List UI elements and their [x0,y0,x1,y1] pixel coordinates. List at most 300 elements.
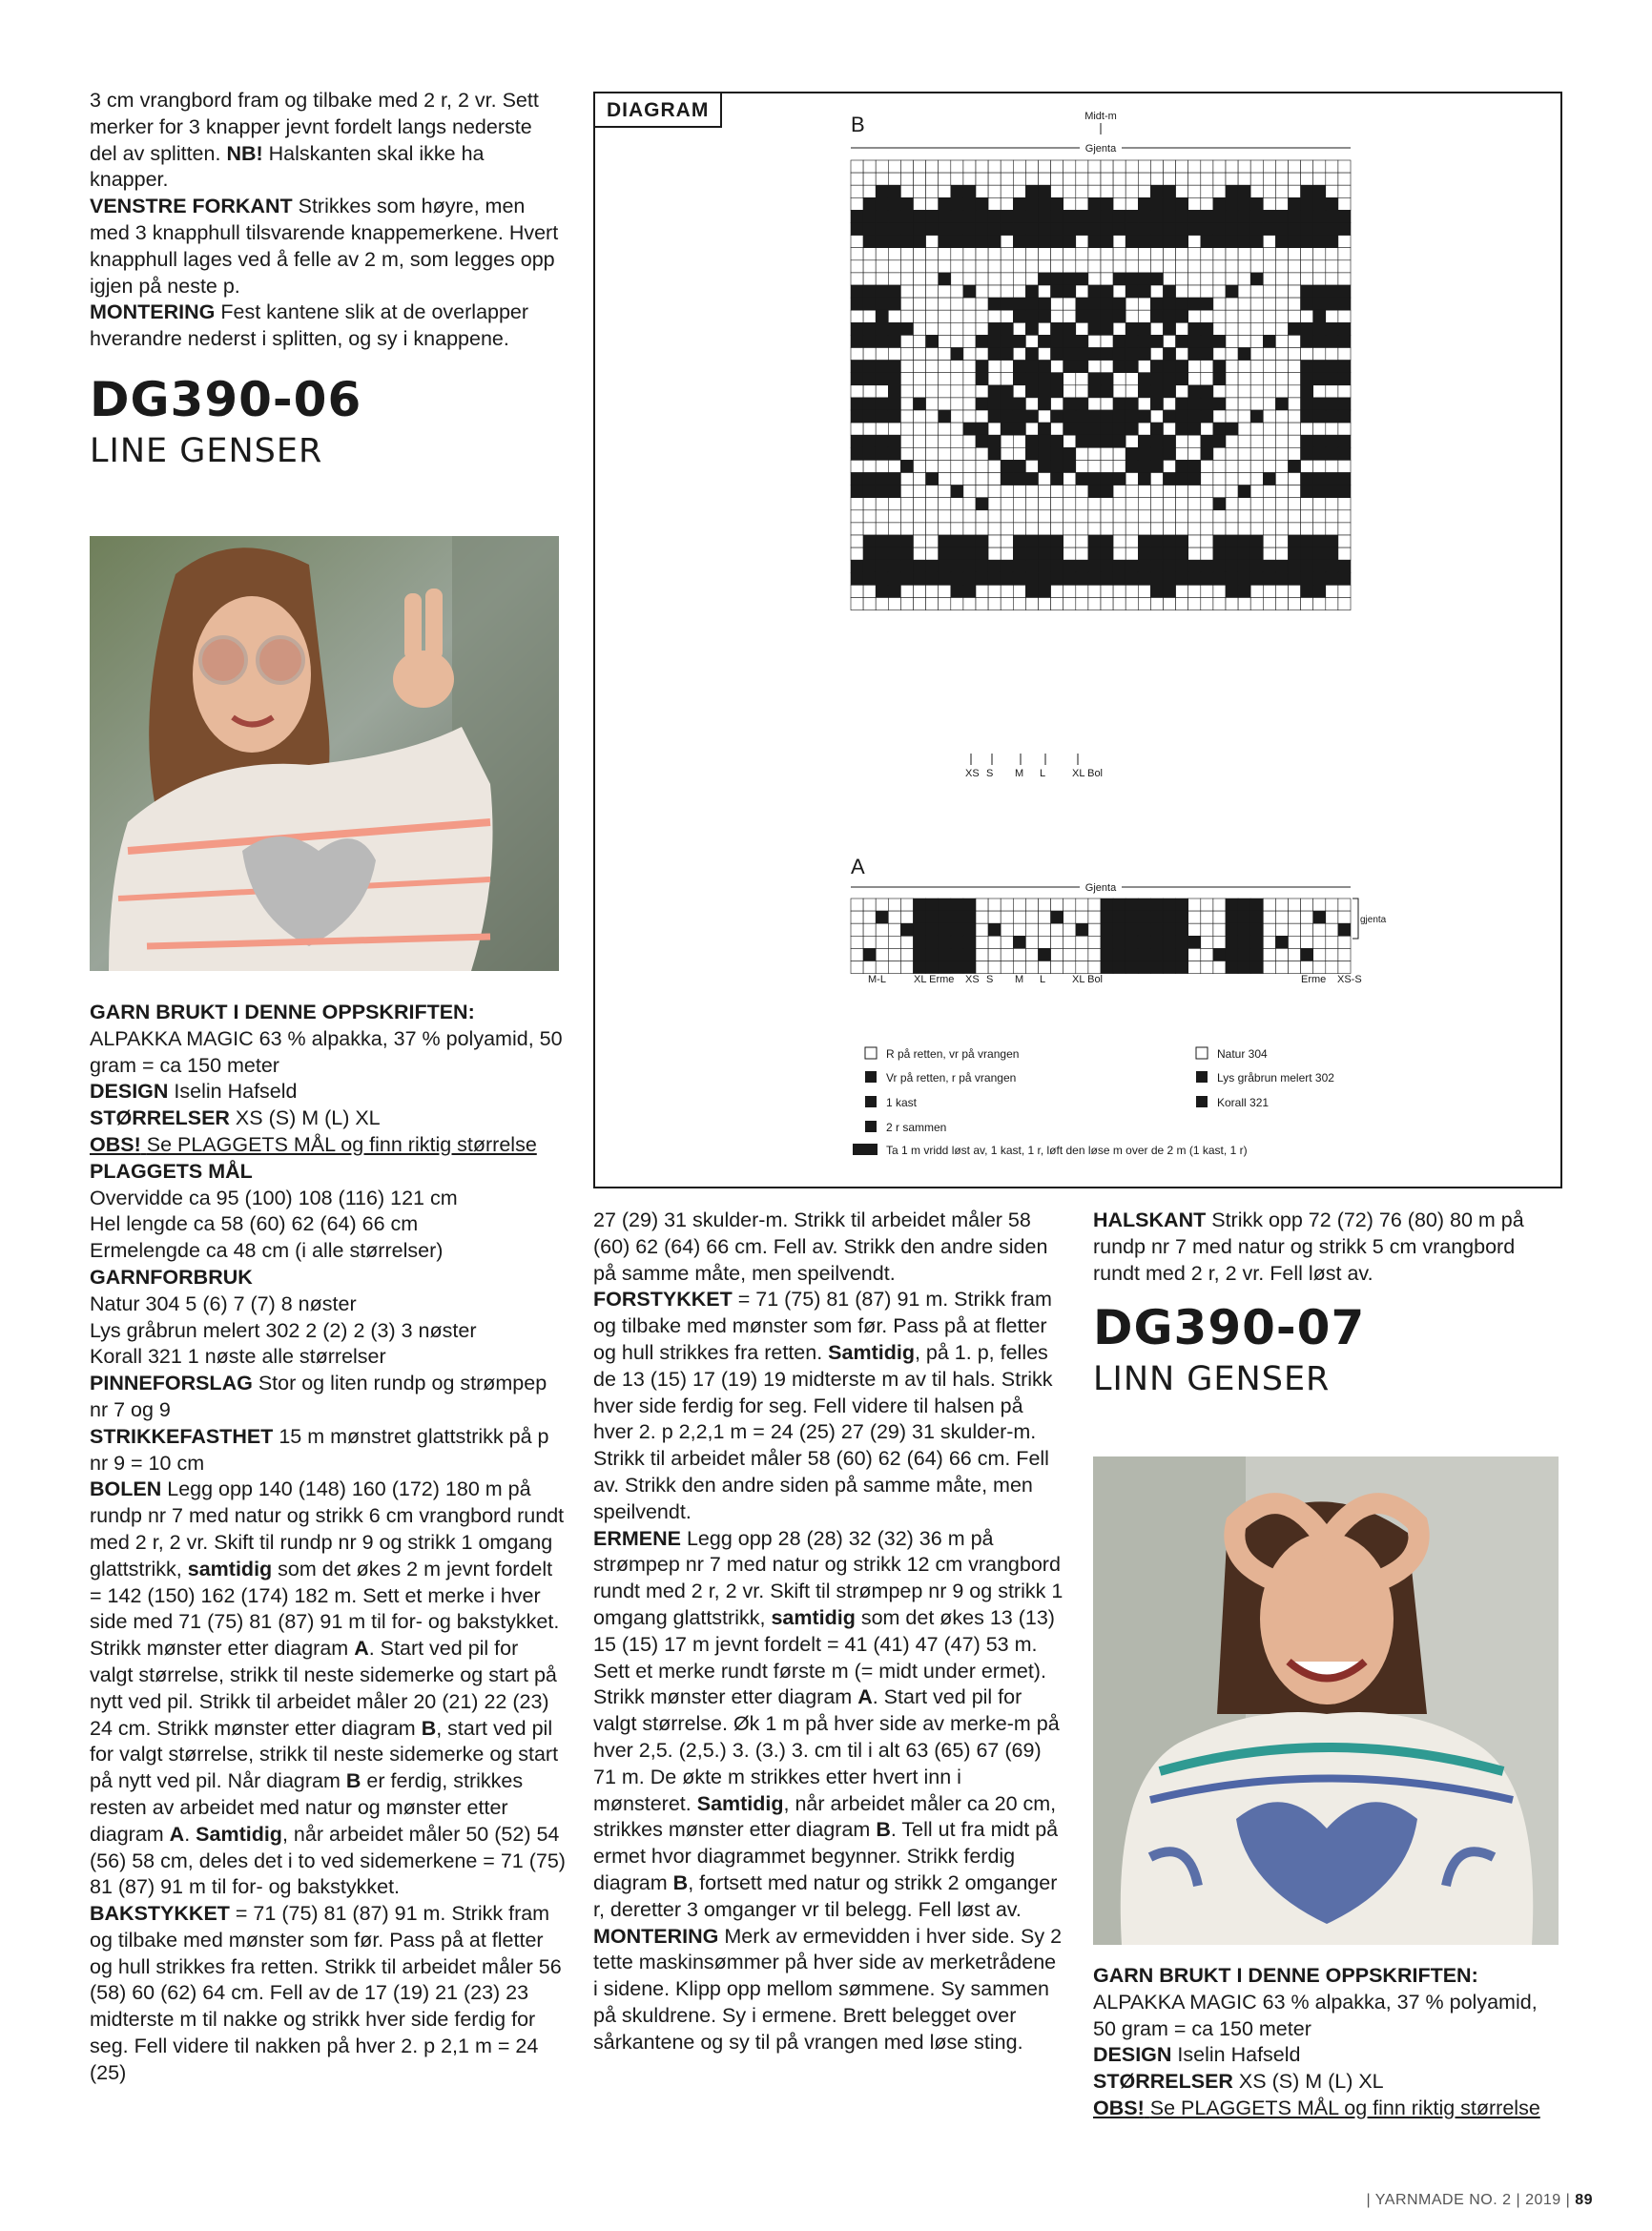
chart-cell [1013,197,1025,210]
chart-cell [1188,485,1201,498]
chart-cell [1001,160,1013,173]
chart-cell [976,210,988,222]
chart-cell [1051,373,1063,385]
chart-cell [900,598,913,610]
pattern-code: DG390-06 [90,371,362,427]
chart-cell [1101,423,1113,435]
chart-cell [851,961,863,974]
chart-cell [1113,285,1125,298]
chart-cell [888,435,900,447]
chart-cell [1039,160,1051,173]
chart-cell [1164,298,1176,310]
chart-cell [1275,961,1288,974]
chart-cell [1263,385,1275,398]
chart-cell [1063,348,1076,361]
chart-cell [951,348,963,361]
chart-cell [1063,485,1076,498]
chart-cell [1213,348,1226,361]
chart-cell [863,535,876,547]
chart-cell [900,173,913,185]
chart-cell [1063,572,1076,585]
chart-cell [900,285,913,298]
chart-cell [1188,923,1201,936]
chart-cell [1025,447,1038,460]
chart-cell [1138,298,1150,310]
chart-cell [900,560,913,572]
chart-cell [1088,210,1101,222]
chart-cell [1013,911,1025,923]
chart-cell [1125,498,1138,510]
chart-cell [1101,498,1113,510]
chart-cell [1250,298,1263,310]
chart-cell [1176,373,1188,385]
chart-cell [1213,185,1226,197]
chart-cell [939,447,951,460]
chart-cell [1138,485,1150,498]
chart-cell [1150,248,1163,260]
chart-cell [1076,236,1088,248]
chart-cell [976,547,988,560]
chart-cell [1201,510,1213,523]
chart-cell [1201,572,1213,585]
chart-cell [1113,322,1125,335]
chart-cell [1125,273,1138,285]
chart-cell [1063,398,1076,410]
chart-cell [1025,547,1038,560]
chart-cell [1338,398,1351,410]
chart-cell [926,948,939,961]
chart-cell [851,948,863,961]
chart-cell [1025,361,1038,373]
chart-cell [939,485,951,498]
chart-cell [1263,473,1275,485]
chart-cell [1001,598,1013,610]
chart-cell [1039,435,1051,447]
chart-cell [976,936,988,948]
chart-cell [1164,598,1176,610]
chart-cell [951,523,963,535]
legend-swatch-kast [865,1096,877,1107]
chart-cell [1076,485,1088,498]
chart-cell [1213,197,1226,210]
chart-cell [1263,585,1275,597]
chart-cell [1150,485,1163,498]
chart-cell [1289,348,1301,361]
chart-cell [1338,322,1351,335]
chart-cell [1013,473,1025,485]
chart-cell [1176,498,1188,510]
chart-cell [1238,285,1250,298]
chart-cell [888,173,900,185]
chart-cell [1250,535,1263,547]
chart-cell [1338,961,1351,974]
chart-cell [1263,285,1275,298]
chart-cell [988,273,1001,285]
chart-cell [1250,348,1263,361]
chart-cell [1001,322,1013,335]
chart-cell [1013,210,1025,222]
chart-cell [1164,547,1176,560]
chart-cell [900,498,913,510]
chart-cell [1113,160,1125,173]
chart-cell [1088,173,1101,185]
chart-cell [963,899,976,911]
chart-cell [988,485,1001,498]
chart-cell [976,510,988,523]
chart-cell [863,899,876,911]
chart-cell [1164,273,1176,285]
chart-cell [851,572,863,585]
chart-cell [888,373,900,385]
chart-cell [1226,322,1238,335]
chart-cell [963,361,976,373]
chart-cell [914,948,926,961]
chart-cell [1338,273,1351,285]
chart-cell [1063,498,1076,510]
chart-cell [1150,523,1163,535]
chart-cell [1125,535,1138,547]
chart-cell [1025,298,1038,310]
chart-cell [1275,248,1288,260]
chart-cell [1326,248,1338,260]
chart-cell [988,335,1001,347]
chart-cell [1025,423,1038,435]
montering-paragraph: MONTERING Merk av ermevidden i hver side. Sy 2 tette maskinsømmer på hver side av merketrådene i sidene. Klipp opp mellom sømmene. Sy sammen på skuldrene. Sy i ermene. Brett belegget over sårkantene og sy til på vrangen med løse sting. [593,1924,1063,2054]
chart-cell [1013,535,1025,547]
chart-cell [963,948,976,961]
chart-cell [863,248,876,260]
chart-cell [1338,410,1351,423]
chart-cell [926,585,939,597]
chart-cell [1164,197,1176,210]
chart-cell [1125,322,1138,335]
chart-cell [1150,899,1163,911]
chart-cell [1025,473,1038,485]
chart-cell [1150,185,1163,197]
chart-cell [1213,948,1226,961]
chart-cell [1150,210,1163,222]
chart-cell [863,585,876,597]
chart-cell [1039,322,1051,335]
chart-cell [1025,273,1038,285]
chart-cell [963,911,976,923]
chart-cell [1076,473,1088,485]
chart-cell [1226,173,1238,185]
chart-cell [1025,310,1038,322]
chart-cell [1301,473,1313,485]
chart-cell [951,385,963,398]
chart-cell [1025,160,1038,173]
chart-cell [1238,348,1250,361]
chart-cell [1039,510,1051,523]
chart-cell [1238,899,1250,911]
chart-cell [1001,273,1013,285]
garnforbruk-line: Lys gråbrun melert 302 2 (2) 2 (3) 3 nøster [90,1318,477,1342]
photo-line-genser [90,536,559,971]
chart-cell [1263,398,1275,410]
chart-cell [1176,160,1188,173]
chart-cell [914,572,926,585]
chart-cell [1088,322,1101,335]
chart-cell [1088,160,1101,173]
chart-cell [1025,185,1038,197]
chart-cell [1338,535,1351,547]
chart-cell [1025,248,1038,260]
chart-cell [926,899,939,911]
chart-cell [1313,173,1326,185]
chart-cell [1125,923,1138,936]
chart-cell [939,585,951,597]
chart-cell [976,197,988,210]
chart-a-size-label: Erme [1301,974,1327,985]
chart-cell [851,185,863,197]
chart-cell [888,899,900,911]
chart-cell [1063,361,1076,373]
chart-cell [1338,572,1351,585]
chart-cell [1013,948,1025,961]
chart-cell [888,285,900,298]
chart-cell [1013,398,1025,410]
chart-cell [1113,298,1125,310]
chart-cell [1238,447,1250,460]
legend-sammen-label: 2 r sammen [886,1121,947,1134]
chart-cell [951,473,963,485]
chart-cell [888,547,900,560]
chart-cell [863,373,876,385]
chart-cell [1338,373,1351,385]
chart-cell [1188,273,1201,285]
chart-cell [1013,248,1025,260]
chart-cell [900,447,913,460]
chart-cell [1138,547,1150,560]
chart-cell [976,410,988,423]
chart-cell [1051,485,1063,498]
chart-cell [1113,210,1125,222]
chart-cell [1088,361,1101,373]
chart-cell [1263,173,1275,185]
chart-cell [1301,948,1313,961]
chart-cell [963,185,976,197]
chart-cell [1063,210,1076,222]
chart-cell [1263,598,1275,610]
chart-cell [863,523,876,535]
chart-cell [1176,410,1188,423]
chart-cell [1326,236,1338,248]
column-middle [593,1208,1064,2056]
chart-cell [1138,560,1150,572]
chart-cell [1025,435,1038,447]
chart-cell [1039,185,1051,197]
chart-cell [976,473,988,485]
chart-cell [1164,447,1176,460]
chart-cell [988,361,1001,373]
chart-cell [951,248,963,260]
chart-cell [1301,460,1313,472]
chart-midt-label: Midt-m [1084,111,1117,122]
chart-cell [1088,923,1101,936]
chart-cell [976,923,988,936]
chart-cell [1150,498,1163,510]
chart-cell [1125,473,1138,485]
chart-cell [1313,523,1326,535]
chart-cell [1213,547,1226,560]
chart-cell [976,236,988,248]
chart-cell [1226,160,1238,173]
chart-cell [1289,585,1301,597]
chart-cell [863,410,876,423]
chart-cell [976,423,988,435]
chart-cell [1238,248,1250,260]
chart-cell [1226,285,1238,298]
pattern-code-2: DG390-07 [1093,1300,1366,1356]
chart-cell [1201,936,1213,948]
knitting-chart [595,93,1560,1187]
chart-cell [1275,585,1288,597]
chart-cell [914,398,926,410]
chart-cell [1275,598,1288,610]
chart-cell [863,510,876,523]
chart-cell [1250,248,1263,260]
chart-cell [1275,310,1288,322]
chart-cell [1013,961,1025,974]
chart-cell [976,298,988,310]
chart-cell [1263,899,1275,911]
chart-cell [1338,547,1351,560]
chart-cell [1039,598,1051,610]
chart-cell [1088,598,1101,610]
chart-cell [1250,335,1263,347]
chart-cell [1164,210,1176,222]
chart-cell [1213,911,1226,923]
chart-cell [939,236,951,248]
chart-cell [1188,322,1201,335]
chart-cell [1013,547,1025,560]
chart-cell [888,936,900,948]
chart-cell [1138,423,1150,435]
chart-cell [1176,961,1188,974]
chart-cell [851,936,863,948]
chart-cell [1125,236,1138,248]
chart-cell [851,510,863,523]
chart-cell [1125,285,1138,298]
chart-cell [1138,572,1150,585]
chart-cell [1113,185,1125,197]
chart-cell [1188,585,1201,597]
chart-cell [851,361,863,373]
chart-cell [900,547,913,560]
legend-swatch-lys [1196,1071,1208,1083]
chart-cell [1076,899,1088,911]
chart-cell [1113,373,1125,385]
chart-cell [1051,197,1063,210]
chart-cell [1150,572,1163,585]
chart-cell [1226,911,1238,923]
chart-cell [1113,498,1125,510]
chart-cell [888,523,900,535]
chart-cell [1238,322,1250,335]
chart-cell [1101,547,1113,560]
chart-cell [1301,547,1313,560]
chart-cell [914,160,926,173]
chart-cell [1301,435,1313,447]
chart-cell [900,260,913,273]
chart-b-size-label: M [1015,768,1024,779]
chart-cell [1164,485,1176,498]
chart-cell [1164,936,1176,948]
chart-cell [988,410,1001,423]
chart-cell [1138,936,1150,948]
chart-cell [976,248,988,260]
page-footer: | YARNMADE NO. 2 | 2019 | 89 [1366,2192,1593,2208]
chart-cell [851,523,863,535]
chart-cell [1138,160,1150,173]
chart-cell [1313,398,1326,410]
chart-cell [1013,322,1025,335]
chart-cell [1051,210,1063,222]
chart-cell [1263,185,1275,197]
chart-cell [1250,460,1263,472]
chart-cell [1213,322,1226,335]
chart-cell [1188,560,1201,572]
chart-cell [951,598,963,610]
legend-swatch-r [865,1047,877,1059]
chart-cell [1125,560,1138,572]
chart-cell [1063,273,1076,285]
forstykket-paragraph: FORSTYKKET = 71 (75) 81 (87) 91 m. Strikk fram og tilbake med mønster som før. Pass på at fletter og hull strikkes fra retten. Samtidig, på 1. p, felles de 13 (15) 17 (19) 19 midterste m av til hals. Strikk hver side ferdig for seg. Fell videre til halsen på hver 2. p 2,2,1 m = 24 (25) 27 (29) 31 skulder-m. Strikk til arbeidet måler 58 (60) 62 (64) 66 cm. Fell av. Strikk den andre siden på samme måte, men speilvendt. [593,1288,1053,1523]
chart-cell [1063,585,1076,597]
chart-cell [1164,460,1176,472]
chart-cell [1188,498,1201,510]
chart-cell [1176,248,1188,260]
chart-cell [1263,498,1275,510]
chart-cell [1301,498,1313,510]
chart-cell [876,435,888,447]
chart-cell [1138,585,1150,597]
chart-cell [1113,535,1125,547]
chart-cell [1213,572,1226,585]
chart-cell [1088,485,1101,498]
chart-cell [939,547,951,560]
chart-cell [1039,923,1051,936]
chart-cell [1039,236,1051,248]
chart-cell [1201,523,1213,535]
chart-cell [1138,911,1150,923]
chart-cell [1063,322,1076,335]
chart-cell [1188,961,1201,974]
chart-cell [988,298,1001,310]
chart-cell [1076,911,1088,923]
chart-cell [1025,572,1038,585]
chart-cell [1176,899,1188,911]
chart-cell [1275,398,1288,410]
chart-cell [1289,923,1301,936]
chart-cell [988,223,1001,236]
chart-cell [1238,210,1250,222]
chart-cell [1113,398,1125,410]
chart-cell [1138,273,1150,285]
chart-cell [1039,585,1051,597]
chart-cell [1250,310,1263,322]
chart-cell [876,361,888,373]
chart-cell [1226,961,1238,974]
chart-cell [851,423,863,435]
chart-cell [900,298,913,310]
chart-cell [900,923,913,936]
chart-cell [1213,385,1226,398]
chart-cell [914,510,926,523]
chart-cell [1250,410,1263,423]
chart-cell [1088,285,1101,298]
